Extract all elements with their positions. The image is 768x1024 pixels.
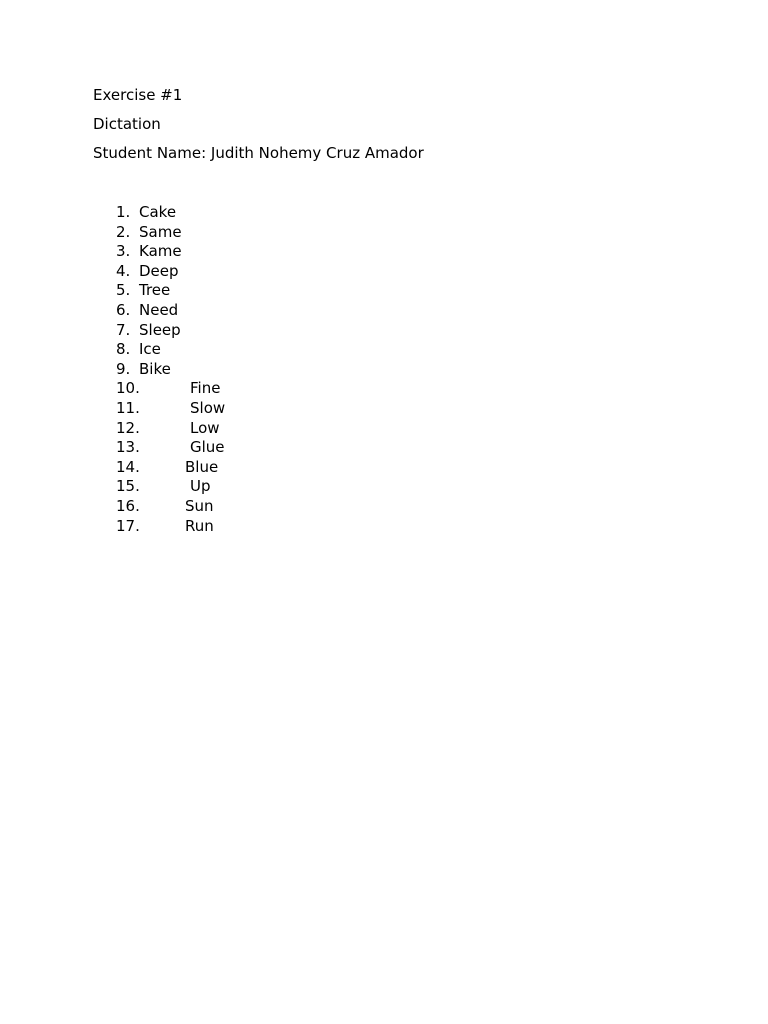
item-word: Glue — [190, 438, 225, 457]
item-word: Sun — [185, 496, 214, 515]
item-word: Ice — [139, 340, 161, 359]
student-name-line: Student Name: Judith Nohemy Cruz Amador — [93, 144, 424, 162]
item-word: Blue — [185, 457, 219, 476]
item-word: Deep — [139, 261, 179, 280]
item-number: 7. — [116, 320, 131, 339]
item-word: Fine — [190, 379, 221, 398]
exercise-title: Exercise #1 — [93, 86, 183, 104]
exercise-subtitle: Dictation — [93, 115, 161, 133]
item-number: 5. — [116, 281, 131, 300]
item-number: 8. — [116, 340, 131, 359]
item-number: 12. — [116, 418, 140, 437]
item-number: 3. — [116, 242, 131, 261]
item-number: 16. — [116, 496, 140, 515]
item-word: Same — [139, 222, 182, 241]
item-number: 14. — [116, 457, 140, 476]
item-word: Need — [139, 300, 179, 319]
item-word: Run — [185, 516, 214, 535]
item-number: 17. — [116, 516, 140, 535]
item-number: 13. — [116, 438, 140, 457]
item-number: 11. — [116, 398, 140, 417]
item-word: Low — [190, 418, 220, 437]
item-word: Up — [190, 477, 211, 496]
item-number: 10. — [116, 379, 140, 398]
item-number: 2. — [116, 222, 131, 241]
item-number: 4. — [116, 261, 131, 280]
item-number: 1. — [116, 203, 131, 221]
item-number: 15. — [116, 477, 140, 496]
item-word: Kame — [139, 242, 182, 261]
item-word: Tree — [139, 281, 171, 300]
item-word: Slow — [190, 398, 226, 417]
item-word: Cake — [139, 203, 177, 221]
item-word: Bike — [139, 359, 171, 378]
item-word: Sleep — [139, 320, 181, 339]
item-number: 6. — [116, 300, 131, 319]
item-number: 9. — [116, 359, 131, 378]
